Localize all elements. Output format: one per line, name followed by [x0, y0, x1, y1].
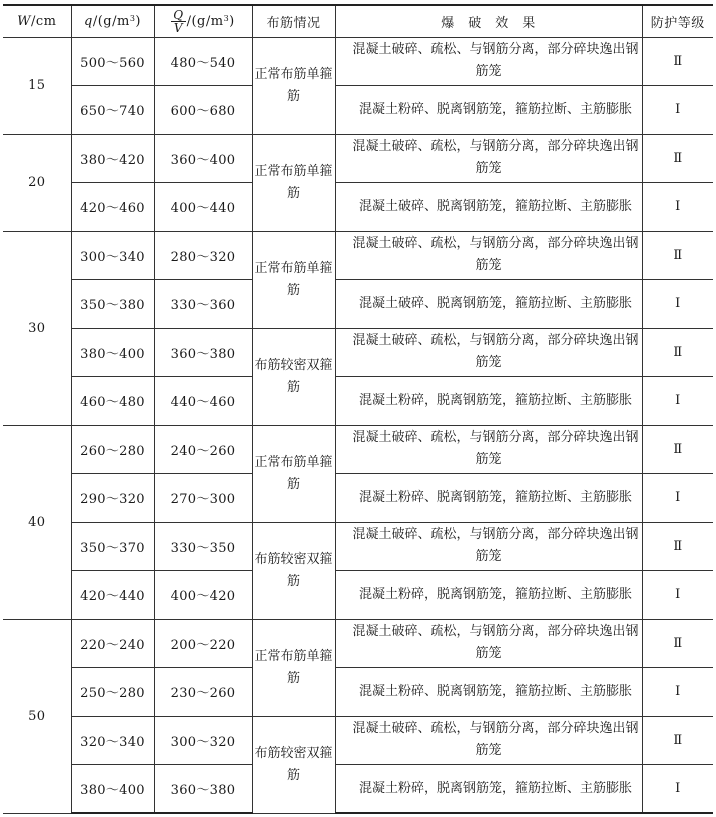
blast-effect-cell: 混凝土破碎、疏松，与钢筋分离，部分碎块逸出钢筋笼: [335, 134, 642, 183]
charge-per-volume-cell: 240～260: [154, 425, 252, 474]
unit-charge-cell: 420～460: [71, 183, 154, 232]
table-row: [3, 280, 713, 329]
table-row: [3, 37, 713, 86]
charge-per-volume-cell: 360～380: [154, 328, 252, 377]
unit-charge-cell: 300～340: [71, 231, 154, 280]
protection-level-cell: Ⅱ: [642, 425, 713, 474]
protection-level-cell: Ⅰ: [642, 377, 713, 426]
table-row: [3, 522, 713, 571]
protection-level-cell: Ⅰ: [642, 280, 713, 329]
blast-effect-cell: 混凝土粉碎，脱离钢筋笼，箍筋拉断、主筋膨胀: [335, 765, 642, 814]
table-row: [3, 377, 713, 426]
charge-per-volume-cell: 270～300: [154, 474, 252, 523]
rebar-config-cell: 正常布筋单箍筋: [252, 134, 335, 231]
table-row: [3, 425, 713, 474]
charge-per-volume-cell: 480～540: [154, 37, 252, 86]
unit-charge-cell: 290～320: [71, 474, 154, 523]
unit-charge-cell: 320～340: [71, 716, 154, 765]
charge-per-volume-cell: 330～360: [154, 280, 252, 329]
blast-effect-cell: 混凝土破碎、脱离钢筋笼，箍筋拉断、主筋膨胀: [335, 183, 642, 232]
rebar-config-cell: 正常布筋单箍筋: [252, 425, 335, 522]
thickness-cell: 30: [3, 231, 71, 425]
protection-level-cell: Ⅰ: [642, 474, 713, 523]
unit-charge-cell: 650～740: [71, 86, 154, 135]
table-row: [3, 716, 713, 765]
table-row: [3, 765, 713, 814]
blast-effect-cell: 混凝土破碎、疏松，与钢筋分离，部分碎块逸出钢筋笼: [335, 522, 642, 571]
charge-per-volume-cell: 600～680: [154, 86, 252, 135]
table-row: [3, 328, 713, 377]
header-thickness: W/cm: [3, 5, 71, 37]
charge-per-volume-cell: 440～460: [154, 377, 252, 426]
thickness-cell: 50: [3, 619, 71, 813]
header-protection-level: 防护等级: [642, 5, 713, 37]
blast-effect-cell: 混凝土破碎、疏松，与钢筋分离，部分碎块逸出钢筋笼: [335, 425, 642, 474]
protection-level-cell: Ⅰ: [642, 183, 713, 232]
protection-level-cell: Ⅰ: [642, 571, 713, 620]
protection-level-cell: Ⅱ: [642, 231, 713, 280]
unit-charge-cell: 380～400: [71, 328, 154, 377]
table-header-row: [3, 5, 713, 37]
unit-charge-cell: 220～240: [71, 619, 154, 668]
charge-per-volume-cell: 400～420: [154, 571, 252, 620]
blast-effect-cell: 混凝土粉碎、脱离钢筋笼，箍筋拉断、主筋膨胀: [335, 86, 642, 135]
charge-per-volume-cell: 300～320: [154, 716, 252, 765]
header-unit-charge: $q/(g/m^3)$: [71, 5, 154, 37]
charge-per-volume-cell: 330～350: [154, 522, 252, 571]
blast-effect-cell: 混凝土破碎、疏松，与钢筋分离，部分碎块逸出钢筋笼: [335, 716, 642, 765]
blast-effect-cell: 混凝土粉碎、脱离钢筋笼，箍筋拉断、主筋膨胀: [335, 668, 642, 717]
header-blast-effect: 爆 破 效 果: [335, 5, 642, 37]
rebar-config-cell: 布筋较密双箍筋: [252, 716, 335, 813]
unit-charge-cell: 460～480: [71, 377, 154, 426]
thickness-cell: 15: [3, 37, 71, 134]
protection-level-cell: Ⅱ: [642, 522, 713, 571]
blast-effect-cell: 混凝土破碎、脱离钢筋笼，箍筋拉断、主筋膨胀: [335, 280, 642, 329]
blasting-parameters-table: [3, 4, 713, 814]
table-row: [3, 231, 713, 280]
blast-effect-cell: 混凝土破碎、疏松，与钢筋分离，部分碎块逸出钢筋笼: [335, 619, 642, 668]
rebar-config-cell: 布筋较密双箍筋: [252, 328, 335, 425]
charge-per-volume-cell: 360～400: [154, 134, 252, 183]
table-row: [3, 134, 713, 183]
thickness-cell: 40: [3, 425, 71, 619]
fraction-q-over-v: $\frac{Q}{V}$: [173, 7, 184, 35]
unit-charge-cell: 250～280: [71, 668, 154, 717]
table-row: [3, 668, 713, 717]
rebar-config-cell: 布筋较密双箍筋: [252, 522, 335, 619]
unit-charge-cell: 420～440: [71, 571, 154, 620]
charge-per-volume-cell: 360～380: [154, 765, 252, 814]
protection-level-cell: Ⅱ: [642, 37, 713, 86]
unit-charge-cell: 350～370: [71, 522, 154, 571]
table-row: [3, 571, 713, 620]
unit-charge-cell: 500～560: [71, 37, 154, 86]
table-row: [3, 474, 713, 523]
rebar-config-cell: 正常布筋单箍筋: [252, 37, 335, 134]
blast-effect-cell: 混凝土破碎、疏松，与钢筋分离，部分碎块逸出钢筋笼: [335, 231, 642, 280]
charge-per-volume-cell: 230～260: [154, 668, 252, 717]
unit-charge-cell: 350～380: [71, 280, 154, 329]
unit-charge-cell: 380～400: [71, 765, 154, 814]
blast-effect-cell: 混凝土粉碎、脱离钢筋笼，箍筋拉断、主筋膨胀: [335, 474, 642, 523]
protection-level-cell: Ⅱ: [642, 134, 713, 183]
blast-effect-cell: 混凝土粉碎，脱离钢筋笼，箍筋拉断、主筋膨胀: [335, 377, 642, 426]
charge-per-volume-cell: 400～440: [154, 183, 252, 232]
charge-per-volume-cell: 200～220: [154, 619, 252, 668]
table-row: [3, 619, 713, 668]
protection-level-cell: Ⅰ: [642, 668, 713, 717]
protection-level-cell: Ⅱ: [642, 619, 713, 668]
rebar-config-cell: 正常布筋单箍筋: [252, 619, 335, 716]
protection-level-cell: Ⅱ: [642, 716, 713, 765]
blast-effect-cell: 混凝土粉碎，脱离钢筋笼，箍筋拉断、主筋膨胀: [335, 571, 642, 620]
protection-level-cell: Ⅰ: [642, 765, 713, 814]
unit-charge-cell: 260～280: [71, 425, 154, 474]
table-row: [3, 183, 713, 232]
blast-effect-cell: 混凝土破碎、疏松、与钢筋分离，部分碎块逸出钢筋笼: [335, 37, 642, 86]
thickness-cell: 20: [3, 134, 71, 231]
protection-level-cell: Ⅰ: [642, 86, 713, 135]
unit-charge-cell: 380～420: [71, 134, 154, 183]
table-row: [3, 86, 713, 135]
header-rebar-config: 布筋情况: [252, 5, 335, 37]
rebar-config-cell: 正常布筋单箍筋: [252, 231, 335, 328]
charge-per-volume-cell: 280～320: [154, 231, 252, 280]
blast-effect-cell: 混凝土破碎、疏松，与钢筋分离，部分碎块逸出钢筋笼: [335, 328, 642, 377]
protection-level-cell: Ⅱ: [642, 328, 713, 377]
header-charge-per-volume: $\frac{Q}{V}$ $/(g/m^3)$: [154, 5, 252, 37]
